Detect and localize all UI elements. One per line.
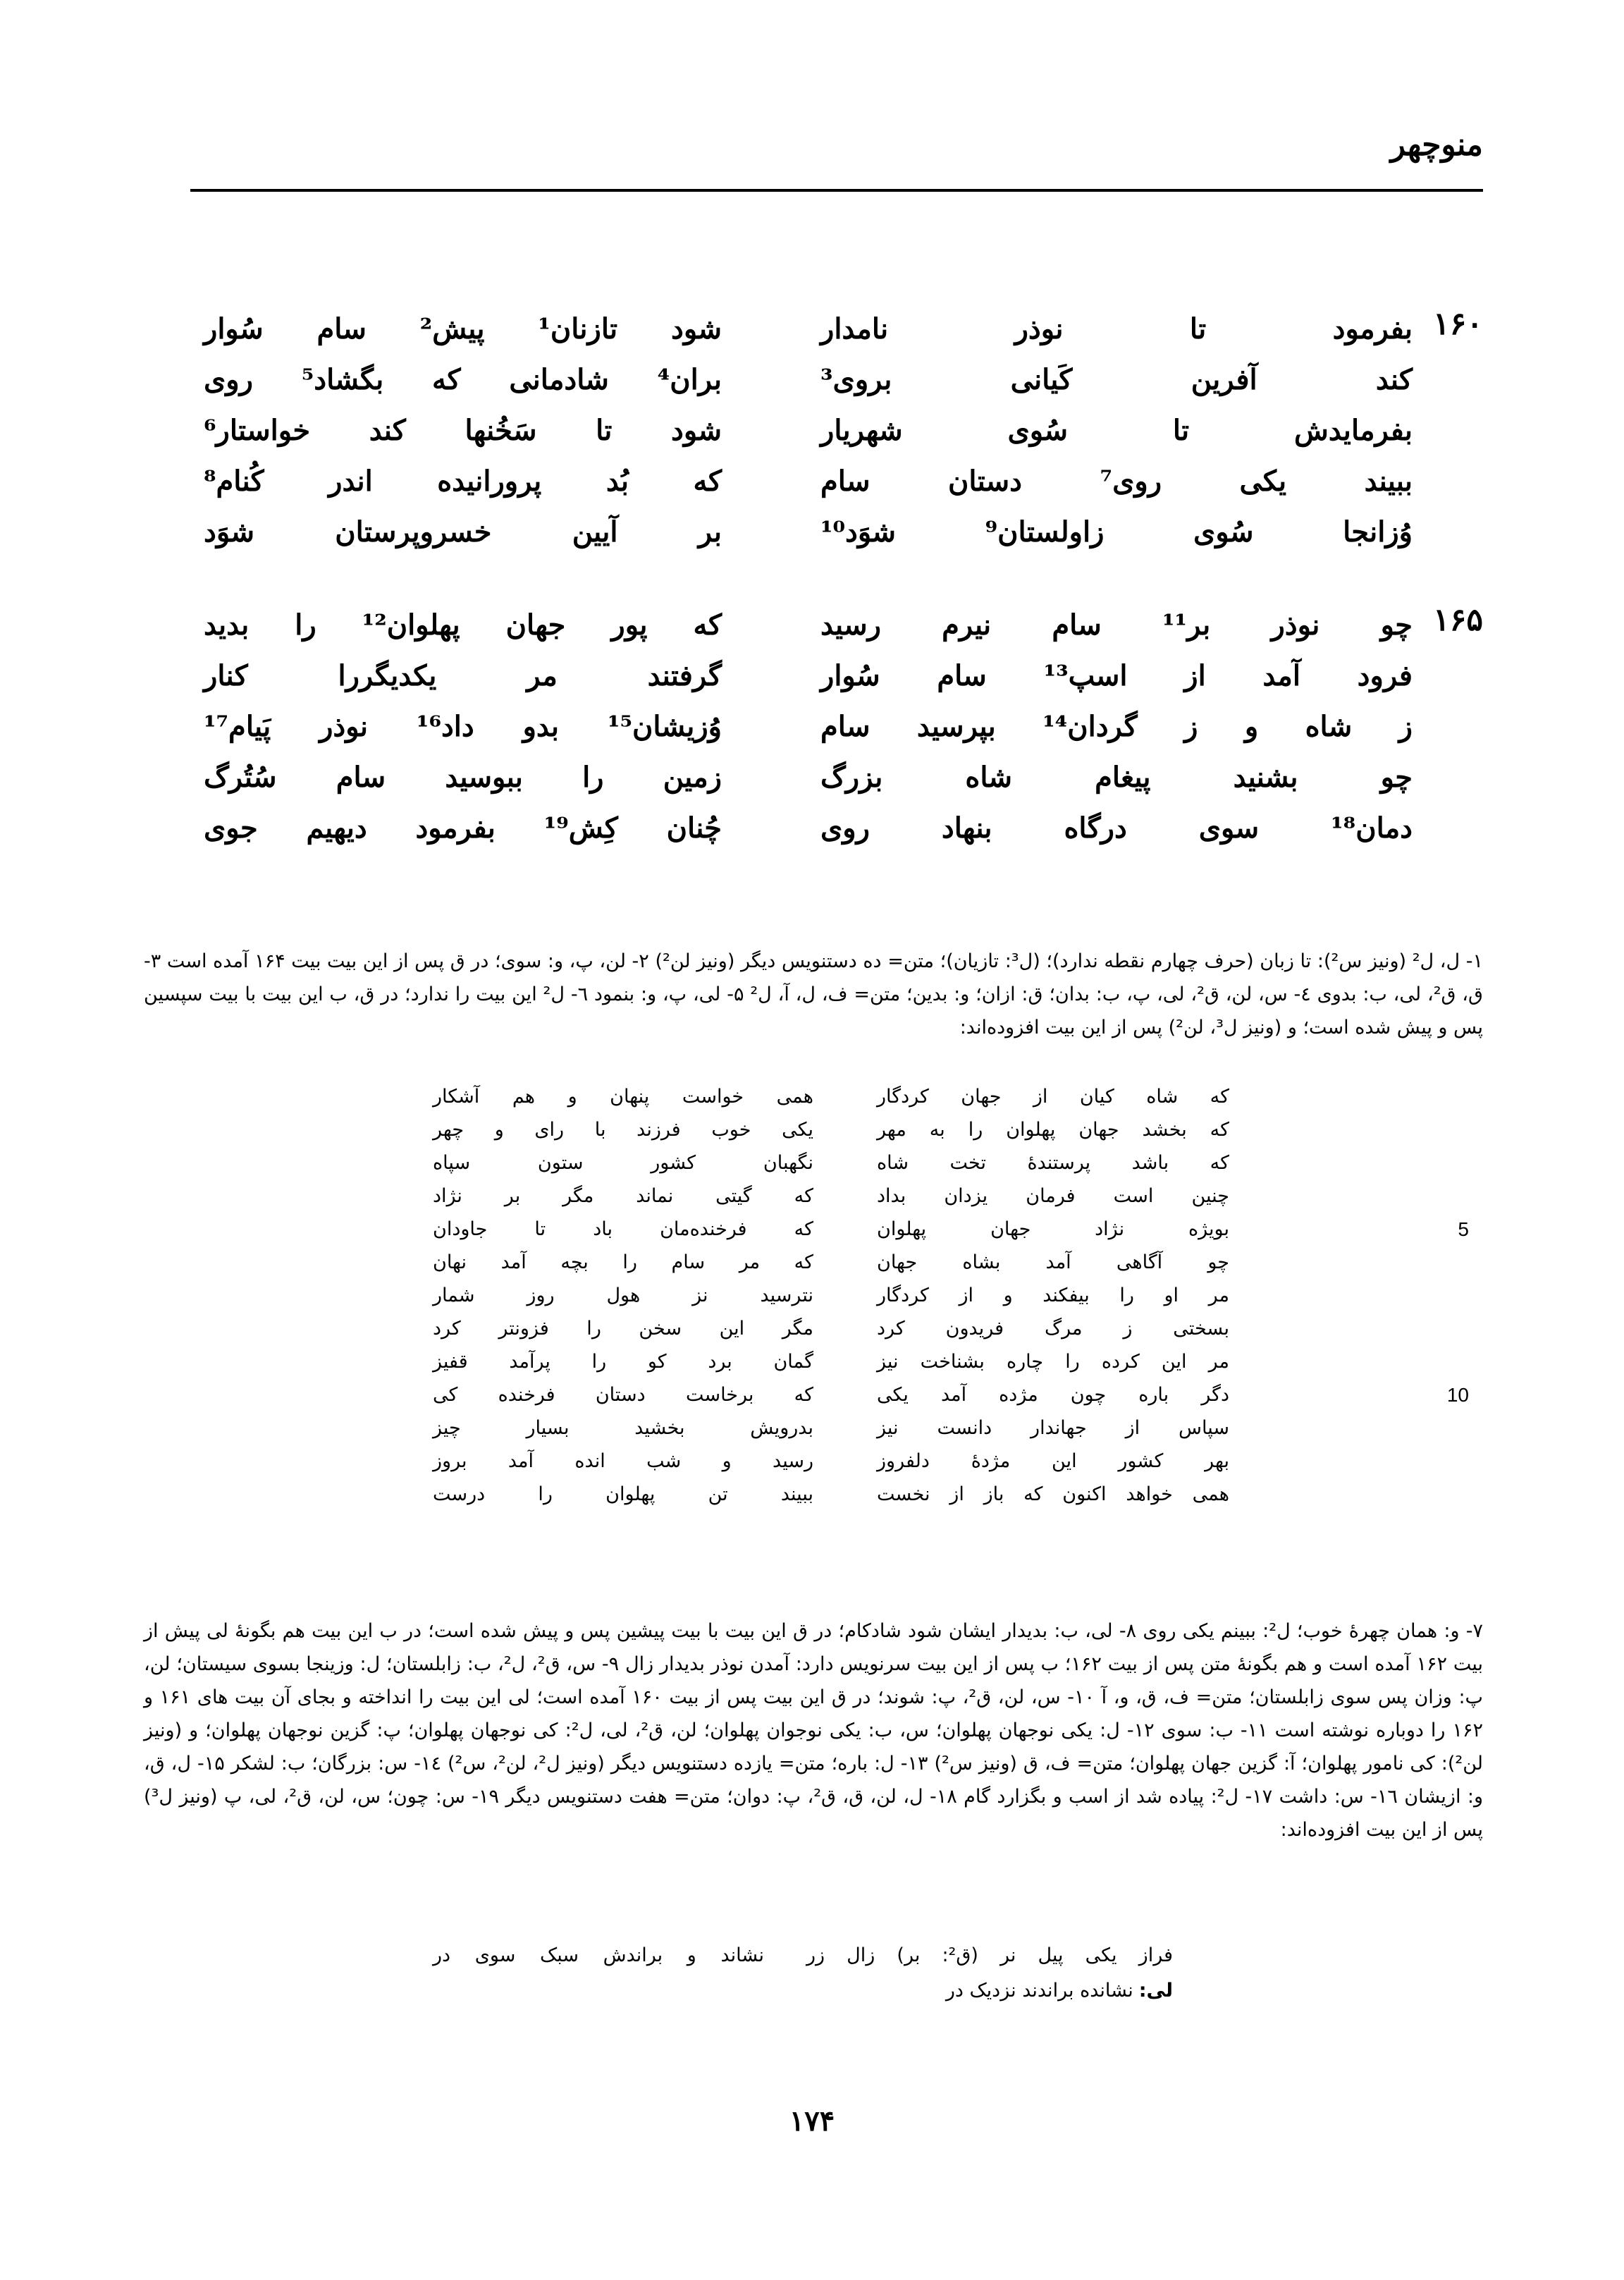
hemistich-second: نگهبان کشور ستون سپاه bbox=[433, 1152, 813, 1174]
line-number: 5 bbox=[1458, 1218, 1469, 1240]
hemistich-second: ببیند تن پهلوان را درست bbox=[433, 1483, 813, 1505]
hemistich-second: مگر این سخن را فزونتر کرد bbox=[433, 1318, 813, 1340]
verse-row bbox=[179, 752, 1483, 802]
hemistich-second: که پور جهان پهلوان¹² را بدید bbox=[204, 608, 722, 642]
hemistich-second: شود تا سَخُنها کند خواستار⁶ bbox=[204, 413, 722, 447]
verse-row bbox=[179, 802, 1483, 853]
added-verse-row bbox=[144, 1937, 1483, 1973]
verse-row bbox=[179, 701, 1483, 752]
running-head-title: منوچهر bbox=[1390, 127, 1483, 163]
variant-verse-row bbox=[144, 1378, 1483, 1411]
page-number: ۱۷۴ bbox=[789, 2104, 835, 2138]
hemistich-second: که مر سام را بچه آمد نهان bbox=[433, 1251, 813, 1273]
verse-number: ۱۶۰ bbox=[1433, 306, 1483, 342]
hemistich-first: بویژه نژاد جهان پهلوان bbox=[877, 1218, 1229, 1240]
variant-text: نشانده براندند نزدیک در bbox=[945, 1979, 1133, 2002]
hemistich-first: که شاه کیان از جهان کردگار bbox=[877, 1086, 1229, 1108]
verse-row bbox=[179, 506, 1483, 557]
variant-verse-row bbox=[144, 1080, 1483, 1113]
verse-row bbox=[179, 303, 1483, 354]
hemistich-first: کند آفرین کَیانی بروی³ bbox=[820, 362, 1413, 396]
hemistich-second: که برخاست دستان فرخنده کی bbox=[433, 1384, 813, 1406]
variant-verse-row bbox=[144, 1345, 1483, 1378]
hemistich-second: بر آیین خسروپرستان شوَد bbox=[204, 515, 722, 548]
verse-row bbox=[179, 405, 1483, 455]
variant-verse-row bbox=[144, 1146, 1483, 1179]
verse-number: ۱۶۵ bbox=[1433, 602, 1483, 638]
hemistich-first: که باشد پرستندهٔ تخت شاه bbox=[877, 1152, 1229, 1174]
poem-stanza-165 bbox=[179, 599, 1483, 853]
hemistich-first: فرود آمد از اسپ¹³ سام سُوار bbox=[820, 658, 1413, 692]
variant-verse-row bbox=[144, 1246, 1483, 1279]
hemistich-second: همی خواست پنهان و هم آشکار bbox=[433, 1086, 813, 1108]
variant-verse-row bbox=[144, 1179, 1483, 1213]
variant-verse-row bbox=[144, 1113, 1483, 1146]
hemistich-first: همی خواهد اکنون که باز از نخست bbox=[877, 1483, 1229, 1505]
hemistich-first: بسختی ز مرگ فریدون کرد bbox=[877, 1318, 1229, 1340]
hemistich-first: بهر کشور این مژدهٔ دلفروز bbox=[877, 1450, 1229, 1472]
hemistich-first: سپاس از جهاندار دانست نیز bbox=[877, 1417, 1229, 1439]
hemistich-first: چنین است فرمان یزدان بداد bbox=[877, 1185, 1229, 1207]
added-verse-block bbox=[144, 1937, 1483, 2008]
header-rule bbox=[190, 189, 1483, 192]
hemistich-second: بدرویش بخشید بسیار چیز bbox=[433, 1417, 813, 1439]
hemistich-first: که بخشد جهان پهلوان را به مهر bbox=[877, 1119, 1229, 1141]
hemistich-second: که گیتی نماند مگر بر نژاد bbox=[433, 1185, 813, 1207]
variant-verse-block bbox=[144, 1080, 1483, 1511]
hemistich-first: فراز یکی پیل نر (ق²: بر) زال زر bbox=[806, 1944, 1174, 1966]
verse-row bbox=[179, 650, 1483, 701]
verse-row bbox=[179, 354, 1483, 405]
verse-row bbox=[179, 599, 1483, 650]
hemistich-second: که بُد پرورانیده اندر کُنام⁸ bbox=[204, 464, 722, 498]
hemistich-first: بفرمایدش تا سُوی شهریار bbox=[820, 413, 1413, 447]
hemistich-second: گمان برد کو را پرآمد قفیز bbox=[433, 1351, 813, 1373]
variant-verse-row bbox=[144, 1411, 1483, 1445]
hemistich-first: چو آگاهی آمد بشاه جهان bbox=[877, 1251, 1229, 1273]
hemistich-second: که فرخنده‌مان باد تا جاودان bbox=[433, 1218, 813, 1240]
hemistich-second: وُزیشان¹⁵ بدو داد¹⁶ نوذر پَیام¹⁷ bbox=[204, 709, 722, 743]
footnotes-1-6: ۱- ل، ل² (ونیز س²): تا زبان (حرف چهارم نقطه ندارد)؛ (ل³: تازیان)؛ متن= ده دستنویس دیگر (ونیز لن²) ۲- لن، پ، و: سوی؛ در ق پس از این بیت بیت ۱۶۴ آمده است ۳- ق، ق²، لی، ب: بدوی ٤- س، لن، ق²، لی، پ، ب: بدان؛ ق: ازان؛ و: بدین؛ متن= ف، ل، آ، ل² ۵- لی، پ، و: بنمود ٦- ل² این بیت را ندارد؛ در ق، ب این بیت با بیت سپسین پس و پیش شده است؛ و (ونیز ل³، لن²) پس از این بیت افزوده‌اند: bbox=[144, 950, 1483, 1038]
variant-verse-row bbox=[144, 1279, 1483, 1312]
hemistich-second: نشاند و براندش سبک سوی در bbox=[433, 1944, 764, 1966]
hemistich-second: رسید و شب انده آمد بروز bbox=[433, 1450, 813, 1472]
variant-siglum: لی: bbox=[1138, 1979, 1173, 2002]
footnotes-7-19: ۷- و: همان چهرهٔ خوب؛ ل²: ببینم یکی روی ۸- لی، ب: بدیدار ایشان شود شادکام؛ در ق این بیت با بیت پیشین پس و پیش شده است؛ در ب این بیت هم بگونهٔ لی پیش از بیت ۱۶۲ آمده است و هم بگونهٔ متن پس از بیت ۱۶۲؛ ب پس از این بیت سرنویس دارد: آمدن نوذر بدیدار زال ۹- س، ق²، ل²، ب: زابلستان؛ ل: وزینجا بسوی سیستان؛ لن، پ: وزان پس سوی زابلستان؛ متن= ف، ق، و، آ ۱۰- س، لن، ق²، پ: شوند؛ در ق این بیت پس از بیت ۱۶۰ آمده است؛ لی این بیت را انداخته و بجای آن بیت های ۱۶۱ و ۱۶۲ را دوباره نوشته است ۱۱- ب: سوی ۱۲- ل: یکی نوجهان پهلوان؛ س، ب: یکی نوجوان پهلوان؛ لن، ق²، لی، ل²: کی نوجهان پهلوان؛ پ: گزین نوجهان پهلوان؛ و (ونیز لن²): کی نامور پهلوان؛ آ: گزین جهان پهلوان؛ متن= ف، ق (ونیز س²) ۱۳- ل: باره؛ متن= یازده دستنویس دیگر (ونیز ل²، لن²، س²) ١٤- س: بزرگان؛ ب: لشکر ۱۵- ل، ق، و: ازیشان ١٦- س: داشت ۱۷- ل²: پیاده شد از اسب و بگزارد گام ۱۸- ل، لن، ق، ق²، پ: دوان؛ متن= هفت دستنویس دیگر ۱۹- س: چون؛ س، لن، ق²، لی، پ (ونیز ل³) پس از این بیت افزوده‌اند: bbox=[144, 1620, 1483, 1841]
variant-verse-row bbox=[144, 1445, 1483, 1478]
hemistich-first: چو بشنید پیغام شاه بزرگ bbox=[820, 760, 1413, 794]
hemistich-first: مر او را بیفکند و از کردگار bbox=[877, 1285, 1229, 1306]
variant-verse-row bbox=[144, 1312, 1483, 1345]
verse-row bbox=[179, 455, 1483, 506]
hemistich-second: گرفتند مر یکدیگررا کنار bbox=[204, 658, 722, 692]
hemistich-second: بران⁴ شادمانی که بگشاد⁵ روی bbox=[204, 362, 722, 396]
hemistich-first: مر این کرده را چاره بشناخت نیز bbox=[877, 1351, 1229, 1373]
hemistich-first: وُزانجا سُوی زاولستان⁹ شوَد¹⁰ bbox=[820, 515, 1413, 548]
hemistich-second: چُنان کِش¹⁹ بفرمود دیهیم جوی bbox=[204, 811, 722, 845]
variant-verse-row bbox=[144, 1478, 1483, 1511]
hemistich-first: ببیند یکی روی⁷ دستان سام bbox=[820, 464, 1413, 498]
hemistich-first: چو نوذر بر¹¹ سام نیرم رسید bbox=[820, 608, 1413, 642]
line-number: 10 bbox=[1446, 1383, 1469, 1406]
hemistich-second: شود تازنان¹ پیش² سام سُوار bbox=[204, 312, 722, 345]
hemistich-second: زمین را ببوسید سام سُتُرگ bbox=[204, 760, 722, 794]
hemistich-second: یکی خوب فرزند با رای و چهر bbox=[433, 1119, 813, 1141]
poem-stanza-160 bbox=[179, 303, 1483, 557]
hemistich-first: دمان¹⁸ سوی درگاه بنهاد روی bbox=[820, 811, 1413, 845]
added-verse-variant-row bbox=[144, 1973, 1483, 2008]
hemistich-first: ز شاه و ز گردان¹⁴ بپرسید سام bbox=[820, 709, 1413, 743]
hemistich-second: نترسید نز هول روز شمار bbox=[433, 1285, 813, 1306]
hemistich-first: بفرمود تا نوذر نامدار bbox=[820, 312, 1413, 345]
hemistich-first: دگر باره چون مژده آمد یکی bbox=[877, 1384, 1229, 1406]
variant-verse-row bbox=[144, 1213, 1483, 1246]
